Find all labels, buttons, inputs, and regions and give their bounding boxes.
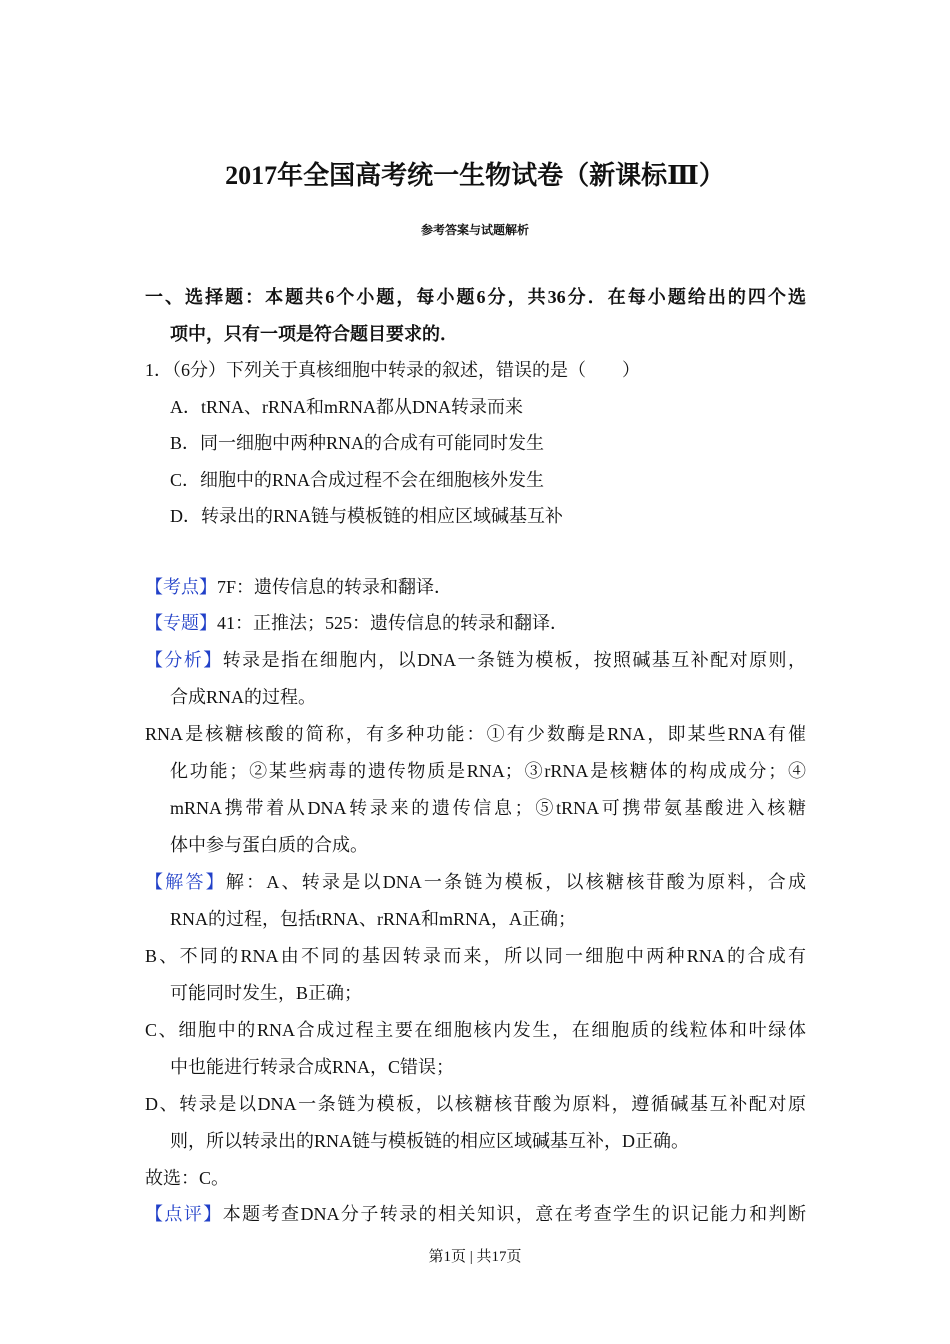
dianping-text: 本题考查DNA分子转录的相关知识，意在考查学生的识记能力和判断 bbox=[222, 1204, 806, 1224]
option-d: D．转录出的RNA链与模板链的相应区域碱基互补 bbox=[170, 506, 564, 526]
fenxi-text: 转录是指在细胞内，以DNA一条链为模板，按照碱基互补配对原则， bbox=[222, 650, 806, 670]
jieda bbox=[145, 870, 806, 894]
fenxi-label: 【分析】 bbox=[145, 650, 223, 670]
option-c: C．细胞中的RNA合成过程不会在细胞核外发生 bbox=[170, 470, 545, 490]
answer-choice: 故选：C。 bbox=[145, 1168, 230, 1188]
section-heading: 一、选择题：本题共6个小题，每小题6分，共36分．在每小题给出的四个选 bbox=[145, 287, 806, 307]
jieda-line: B、不同的RNA由不同的基因转录而来，所以同一细胞中两种RNA的合成有 bbox=[145, 946, 806, 966]
jieda-text: 解：A、转录是以DNA一条链为模板，以核糖核苷酸为原料，合成 bbox=[225, 872, 806, 892]
rna-line: 体中参与蛋白质的合成。 bbox=[170, 835, 368, 855]
jieda-label: 【解答】 bbox=[145, 872, 226, 892]
zhuanti-label: 【专题】 bbox=[145, 613, 217, 633]
kaodian-label: 【考点】 bbox=[145, 577, 217, 597]
section-heading-cont: 项中，只有一项是符合题目要求的． bbox=[170, 324, 458, 344]
document-subtitle: 参考答案与试题解析 bbox=[420, 223, 529, 237]
rna-line: mRNA携带着从DNA转录来的遗传信息；⑤tRNA可携带氨基酸进入核糖 bbox=[170, 798, 806, 818]
kaodian bbox=[145, 575, 452, 599]
jieda-line: RNA的过程，包括tRNA、rRNA和mRNA，A正确； bbox=[170, 909, 577, 929]
option-a: A．tRNA、rRNA和mRNA都从DNA转录而来 bbox=[170, 397, 524, 417]
question-stem: 1．（6分）下列关于真核细胞中转录的叙述，错误的是（ ） bbox=[145, 360, 640, 380]
jieda-line: 则，所以转录出的RNA链与模板链的相应区域碱基互补，D正确。 bbox=[170, 1131, 690, 1151]
zhuanti-text: 41：正推法；525：遗传信息的转录和翻译． bbox=[217, 613, 568, 633]
dianping bbox=[145, 1202, 806, 1226]
zhuanti bbox=[145, 611, 568, 635]
fenxi bbox=[145, 648, 806, 672]
page-footer: 第1页 | 共17页 bbox=[428, 1249, 522, 1265]
dianping-label: 【点评】 bbox=[145, 1204, 223, 1224]
document-title: 2017年全国高考统一生物试卷（新课标Ⅲ） bbox=[225, 161, 725, 190]
kaodian-text: 7F：遗传信息的转录和翻译． bbox=[217, 577, 453, 597]
jieda-line: 中也能进行转录合成RNA，C错误； bbox=[170, 1057, 455, 1077]
rna-line: 化功能；②某些病毒的遗传物质是RNA；③rRNA是核糖体的构成成分；④ bbox=[170, 761, 806, 781]
jieda-line: C、细胞中的RNA合成过程主要在细胞核内发生，在细胞质的线粒体和叶绿体 bbox=[145, 1020, 806, 1040]
rna-line: RNA是核糖核酸的简称，有多种功能：①有少数酶是RNA，即某些RNA有催 bbox=[145, 724, 806, 744]
fenxi-cont: 合成RNA的过程。 bbox=[170, 687, 317, 707]
jieda-line: D、转录是以DNA一条链为模板，以核糖核苷酸为原料，遵循碱基互补配对原 bbox=[145, 1094, 806, 1114]
option-b: B．同一细胞中两种RNA的合成有可能同时发生 bbox=[170, 433, 545, 453]
jieda-line: 可能同时发生，B正确； bbox=[170, 983, 363, 1003]
